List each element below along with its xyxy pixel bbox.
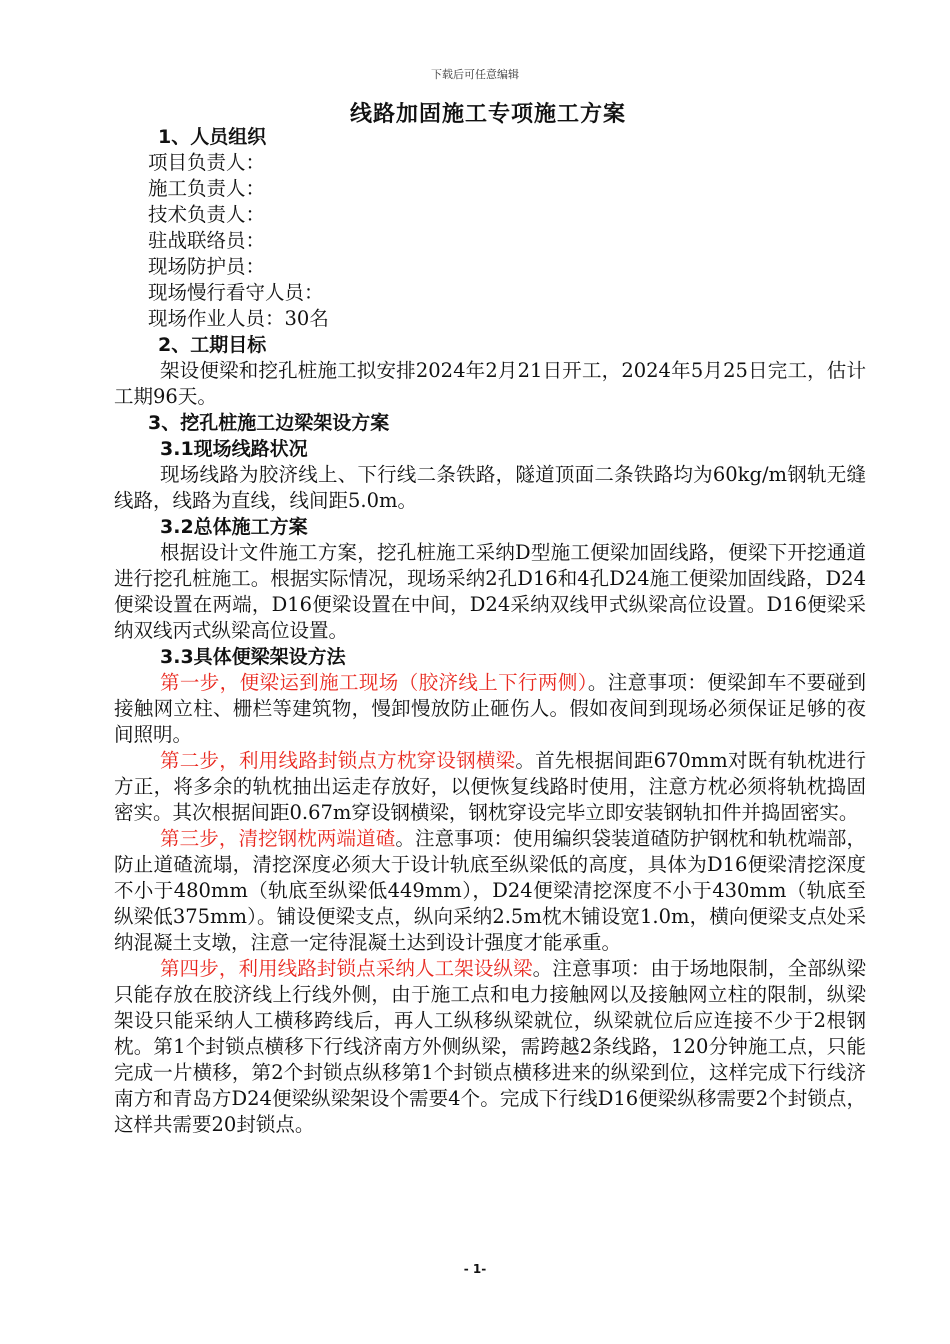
header-note: 下载后可任意编辑 [431, 68, 519, 81]
document-body [114, 124, 866, 1138]
section-3-heading: 3、挖孔桩施工边梁架设方案 [148, 412, 390, 434]
schedule-paragraph: 架设便梁和挖孔桩施工拟安排2024年2月21日开工，2024年5月25日完工，估计工期96天。 [114, 359, 866, 408]
line-status-paragraph: 现场线路为胶济线上、下行线二条铁路，隧道顶面二条铁路均为60kg/m钢轨无缝线路，线路为直线，线间距5.0m。 [114, 463, 866, 512]
section-1-heading: 1、人员组织 [158, 126, 267, 148]
personnel-item: 现场慢行看守人员： [148, 281, 324, 304]
step-paragraph [114, 748, 866, 826]
personnel-item: 现场防护员： [148, 255, 266, 278]
page-number: - 1- [463, 1262, 487, 1276]
step-paragraph [114, 956, 866, 1138]
personnel-item: 施工负责人： [148, 177, 266, 200]
section-3-2-heading: 3.2总体施工方案 [160, 516, 308, 538]
section-3-3-heading: 3.3具体便梁架设方法 [160, 646, 346, 668]
section-3-1-heading: 3.1现场线路状况 [160, 438, 308, 460]
step-lead: 第一步，便梁运到施工现场（胶济线上下行两侧） [160, 671, 588, 694]
step-paragraph [114, 826, 866, 956]
step-body: 。注意事项：由于场地限制，全部纵梁只能存放在胶济线上行线外侧，由于施工点和电力接触网以及接触网立柱的限制，纵梁架设只能采纳人工横移跨线后，再人工纵移纵梁就位，纵梁就位后应连接不少于2根钢枕。第1个封锁点横移下行线济南方外侧纵梁，需跨越2条线路，120分钟施工点，只能完成一片横移，第2个封锁点纵移第1个封锁点横移进来的纵梁到位，这样完成下行线济南方和青岛方D24便梁纵梁架设个需要4个。完成下行线D16便梁纵移需要2个封锁点，这样共需要20封锁点。 [114, 957, 866, 1136]
document-title: 线路加固施工专项施工方案 [349, 102, 626, 127]
personnel-item: 项目负责人： [148, 151, 266, 174]
step-lead: 第四步，利用线路封锁点采纳人工架设纵梁 [160, 957, 533, 980]
personnel-item: 技术负责人： [148, 203, 266, 226]
personnel-item: 驻战联络员： [148, 229, 266, 252]
personnel-item: 现场作业人员：30名 [148, 307, 329, 330]
overall-plan-paragraph: 根据设计文件施工方案，挖孔桩施工采纳D型施工便梁加固线路，便梁下开挖通道进行挖孔桩施工。根据实际情况，现场采纳2孔D16和4孔D24施工便梁加固线路，D24便梁设置在两端，D16便梁设置在中间，D24采纳双线甲式纵梁高位设置。D16便梁采纳双线丙式纵梁高位设置。 [114, 541, 866, 642]
section-2-heading: 2、工期目标 [158, 334, 267, 356]
step-paragraph [114, 670, 866, 748]
personnel-list [114, 150, 866, 332]
step-lead: 第三步，清挖钢枕两端道碴 [160, 827, 396, 850]
step-body: 。注意事项：使用编织袋装道碴防护钢枕和轨枕端部，防止道碴流塌，清挖深度必须大于设计轨底至纵梁低的高度，具体为D16便梁清挖深度不小于480mm（轨底至纵梁低449mm），D24便梁清挖深度不小于430mm（轨底至纵梁低375mm）。铺设便梁支点，纵向采纳2.5m枕木铺设宽1.0m，横向便梁支点处采纳混凝土支墩，注意一定待混凝土达到设计强度才能承重。 [114, 827, 866, 954]
step-lead: 第二步，利用线路封锁点方枕穿设钢横梁 [160, 749, 516, 772]
step-body: 。首先根据间距670mm对既有轨枕进行方正，将多余的轨枕抽出运走存放好，以便恢复线路时使用，注意方枕必须将轨枕捣固密实。其次根据间距0.67m穿设钢横梁，钢枕穿设完毕立即安装钢轨扣件并捣固密实。 [114, 749, 866, 824]
step-body: 。注意事项：便梁卸车不要碰到接触网立柱、栅栏等建筑物，慢卸慢放防止砸伤人。假如夜间到现场必须保证足够的夜间照明。 [114, 671, 866, 746]
